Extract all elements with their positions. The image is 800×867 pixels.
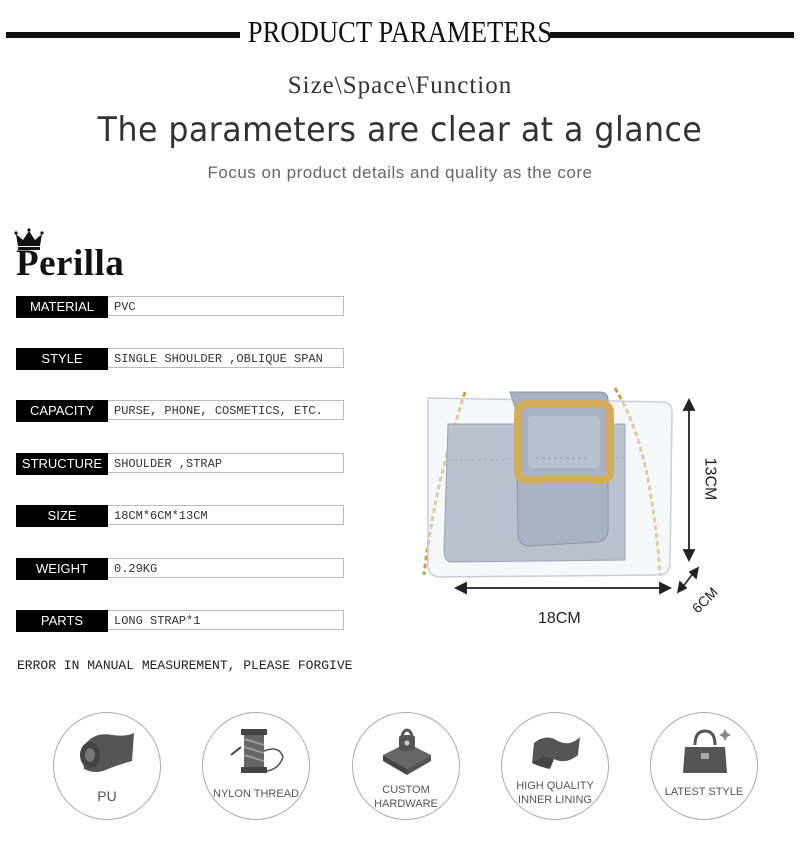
height-label: 13CM	[701, 457, 719, 501]
leather-icon	[78, 725, 138, 779]
depth-arrow	[678, 568, 698, 592]
feature-label: NYLON THREAD	[213, 788, 299, 800]
feature-label: LATEST STYLE	[664, 786, 744, 798]
param-row-parts	[16, 610, 344, 632]
feature-nylon-thread	[202, 712, 310, 820]
param-label: STRUCTURE	[16, 453, 108, 475]
param-row-weight	[16, 558, 344, 580]
measurement-note: ERROR IN MANUAL MEASUREMENT, PLEASE FORGIVE	[17, 658, 353, 673]
param-value: SINGLE SHOULDER ,OBLIQUE SPAN	[108, 348, 344, 368]
feature-label: CUSTOM HARDWARE	[374, 784, 438, 810]
handbag-icon	[675, 725, 735, 779]
depth-label: 6CM	[688, 583, 721, 617]
param-row-capacity	[16, 400, 344, 422]
param-value: PURSE, PHONE, COSMETICS, ETC.	[108, 400, 344, 420]
headline: The parameters are clear at a glance	[97, 110, 703, 150]
param-label: MATERIAL	[16, 296, 108, 318]
tagline: Focus on product details and quality as the core	[207, 163, 593, 182]
param-label: STYLE	[16, 348, 108, 370]
width-arrow	[456, 583, 670, 593]
param-label: WEIGHT	[16, 558, 108, 580]
feature-latest-style	[650, 712, 758, 820]
param-row-structure	[16, 453, 344, 475]
param-row-size	[16, 505, 344, 527]
height-arrow	[684, 400, 694, 560]
page-title: PRODUCT PARAMETERS	[247, 14, 553, 49]
param-value: 18CM*6CM*13CM	[108, 505, 344, 525]
feature-custom-hardware	[352, 712, 460, 820]
feature-pu	[53, 712, 161, 820]
feature-label: HIGH QUALITY INNER LINING	[516, 780, 594, 806]
param-label: SIZE	[16, 505, 108, 527]
param-value: PVC	[108, 296, 344, 316]
product-image	[410, 380, 740, 630]
lining-icon	[526, 725, 586, 779]
thread-spool-icon	[227, 725, 287, 779]
param-label: CAPACITY	[16, 400, 108, 422]
width-label: 18CM	[538, 610, 581, 627]
param-value: SHOULDER ,STRAP	[108, 453, 344, 473]
hardware-icon	[377, 725, 437, 779]
feature-label: PU	[97, 788, 117, 804]
param-value: 0.29KG	[108, 558, 344, 578]
param-value: LONG STRAP*1	[108, 610, 344, 630]
param-row-style	[16, 348, 344, 370]
param-label: PARTS	[16, 610, 108, 632]
brand-logo: Perilla	[16, 243, 125, 284]
feature-inner-lining	[501, 712, 609, 820]
bag-flap	[510, 392, 608, 546]
subtitle: Size\Space\Function	[287, 72, 513, 99]
param-row-material	[16, 296, 344, 318]
